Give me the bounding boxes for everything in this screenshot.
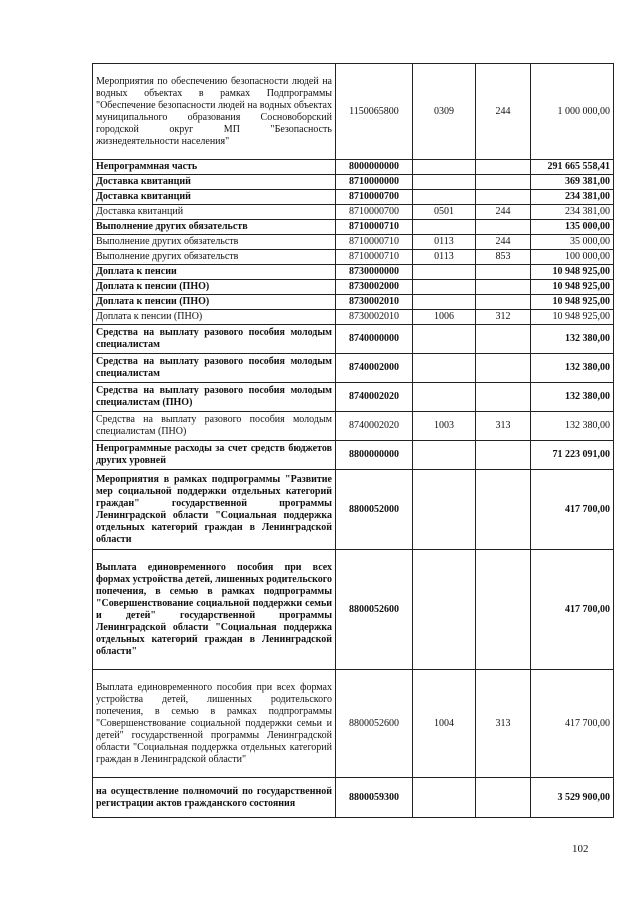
expense-type-cell	[476, 190, 531, 205]
row-name-cell: Средства на выплату разового пособия молодым специалистам	[93, 354, 336, 383]
row-name-cell: Непрограммная часть	[93, 160, 336, 175]
expense-type-cell: 244	[476, 64, 531, 160]
target-article-cell: 8800000000	[336, 441, 413, 470]
section-code-cell	[413, 354, 476, 383]
amount-cell: 417 700,00	[531, 470, 614, 550]
table-row	[93, 190, 614, 205]
expense-type-cell	[476, 441, 531, 470]
table-row	[93, 250, 614, 265]
row-name-cell: Доставка квитанций	[93, 175, 336, 190]
target-article-cell: 1150065800	[336, 64, 413, 160]
section-code-cell	[413, 190, 476, 205]
amount-cell: 234 381,00	[531, 190, 614, 205]
target-article-cell: 8730002010	[336, 310, 413, 325]
table-body	[93, 64, 614, 818]
row-name-cell: Доплата к пенсии (ПНО)	[93, 310, 336, 325]
target-article-cell: 8740000000	[336, 325, 413, 354]
amount-cell: 10 948 925,00	[531, 310, 614, 325]
expense-type-cell	[476, 280, 531, 295]
expense-type-cell	[476, 383, 531, 412]
amount-cell: 417 700,00	[531, 670, 614, 778]
target-article-cell: 8730002010	[336, 295, 413, 310]
table-row	[93, 64, 614, 160]
table-row	[93, 354, 614, 383]
expense-type-cell	[476, 295, 531, 310]
amount-cell: 234 381,00	[531, 205, 614, 220]
amount-cell: 132 380,00	[531, 412, 614, 441]
row-name-cell: на осуществление полномочий по государственной регистрации актов гражданского состояния	[93, 778, 336, 818]
expense-type-cell: 244	[476, 235, 531, 250]
table-row	[93, 295, 614, 310]
expense-type-cell: 313	[476, 670, 531, 778]
row-name-cell: Выполнение других обязательств	[93, 220, 336, 235]
section-code-cell	[413, 550, 476, 670]
amount-cell: 10 948 925,00	[531, 265, 614, 280]
amount-cell: 291 665 558,41	[531, 160, 614, 175]
row-name-cell: Средства на выплату разового пособия молодым специалистам (ПНО)	[93, 383, 336, 412]
table-row	[93, 265, 614, 280]
amount-cell: 10 948 925,00	[531, 295, 614, 310]
section-code-cell	[413, 778, 476, 818]
section-code-cell	[413, 220, 476, 235]
amount-cell: 135 000,00	[531, 220, 614, 235]
row-name-cell: Доплата к пенсии (ПНО)	[93, 280, 336, 295]
row-name-cell: Доплата к пенсии (ПНО)	[93, 295, 336, 310]
amount-cell: 417 700,00	[531, 550, 614, 670]
expense-type-cell	[476, 160, 531, 175]
target-article-cell: 8800059300	[336, 778, 413, 818]
budget-table	[92, 63, 614, 818]
section-code-cell	[413, 295, 476, 310]
section-code-cell	[413, 280, 476, 295]
table-row	[93, 383, 614, 412]
section-code-cell: 1004	[413, 670, 476, 778]
row-name-cell: Выплата единовременного пособия при всех формах устройства детей, лишенных родительского попечения, в семью в рамках подпрограммы "Совершенствование социальной поддержки семьи и детей" государственной программы Ленинградской области "Социальная поддержка отдельных категорий граждан в Ленинградской области"	[93, 550, 336, 670]
expense-type-cell	[476, 220, 531, 235]
table-row	[93, 205, 614, 220]
expense-type-cell	[476, 778, 531, 818]
table-row	[93, 160, 614, 175]
table-row	[93, 412, 614, 441]
amount-cell: 71 223 091,00	[531, 441, 614, 470]
target-article-cell: 8710000710	[336, 220, 413, 235]
target-article-cell: 8710000710	[336, 250, 413, 265]
expense-type-cell	[476, 550, 531, 670]
section-code-cell: 0501	[413, 205, 476, 220]
amount-cell: 35 000,00	[531, 235, 614, 250]
target-article-cell: 8710000000	[336, 175, 413, 190]
target-article-cell: 8710000700	[336, 190, 413, 205]
amount-cell: 1 000 000,00	[531, 64, 614, 160]
target-article-cell: 8740002000	[336, 354, 413, 383]
row-name-cell: Выполнение других обязательств	[93, 235, 336, 250]
section-code-cell: 0113	[413, 250, 476, 265]
table-row	[93, 310, 614, 325]
target-article-cell: 8710000710	[336, 235, 413, 250]
table-row	[93, 235, 614, 250]
expense-type-cell	[476, 470, 531, 550]
row-name-cell: Средства на выплату разового пособия молодым специалистам	[93, 325, 336, 354]
table-row	[93, 280, 614, 295]
amount-cell: 132 380,00	[531, 383, 614, 412]
target-article-cell: 8730000000	[336, 265, 413, 280]
amount-cell: 3 529 900,00	[531, 778, 614, 818]
section-code-cell: 1006	[413, 310, 476, 325]
target-article-cell: 8800052600	[336, 550, 413, 670]
table-row	[93, 670, 614, 778]
row-name-cell: Доставка квитанций	[93, 205, 336, 220]
table-row	[93, 325, 614, 354]
table-row	[93, 441, 614, 470]
row-name-cell: Мероприятия по обеспечению безопасности людей на водных объектах в рамках Подпрограммы "Обеспечение безопасности людей на водных объектах муниципального образования Сосновоборский городской округ МП "Безопасность жизнедеятельности населения"	[93, 64, 336, 160]
amount-cell: 132 380,00	[531, 354, 614, 383]
table-row	[93, 220, 614, 235]
row-name-cell: Непрограммные расходы за счет средств бюджетов других уровней	[93, 441, 336, 470]
expense-type-cell: 244	[476, 205, 531, 220]
expense-type-cell	[476, 325, 531, 354]
section-code-cell	[413, 160, 476, 175]
section-code-cell	[413, 441, 476, 470]
page-number: 102	[572, 843, 589, 855]
target-article-cell: 8740002020	[336, 412, 413, 441]
section-code-cell	[413, 325, 476, 354]
section-code-cell	[413, 265, 476, 280]
expense-type-cell: 313	[476, 412, 531, 441]
target-article-cell: 8740002020	[336, 383, 413, 412]
section-code-cell	[413, 383, 476, 412]
row-name-cell: Доплата к пенсии	[93, 265, 336, 280]
table-row	[93, 550, 614, 670]
amount-cell: 132 380,00	[531, 325, 614, 354]
section-code-cell	[413, 175, 476, 190]
row-name-cell: Выплата единовременного пособия при всех формах устройства детей, лишенных родительского попечения, в семью в рамках подпрограммы "Совершенствование социальной поддержки семьи и детей" государственной программы Ленинградской области "Социальная поддержка отдельных категорий граждан в Ленинградской области"	[93, 670, 336, 778]
table-row	[93, 175, 614, 190]
expense-type-cell	[476, 354, 531, 383]
target-article-cell: 8730002000	[336, 280, 413, 295]
amount-cell: 100 000,00	[531, 250, 614, 265]
target-article-cell: 8800052600	[336, 670, 413, 778]
table-row	[93, 778, 614, 818]
section-code-cell: 1003	[413, 412, 476, 441]
amount-cell: 369 381,00	[531, 175, 614, 190]
row-name-cell: Средства на выплату разового пособия молодым специалистам (ПНО)	[93, 412, 336, 441]
table-row	[93, 470, 614, 550]
row-name-cell: Выполнение других обязательств	[93, 250, 336, 265]
section-code-cell: 0113	[413, 235, 476, 250]
expense-type-cell	[476, 175, 531, 190]
row-name-cell: Доставка квитанций	[93, 190, 336, 205]
target-article-cell: 8710000700	[336, 205, 413, 220]
section-code-cell: 0309	[413, 64, 476, 160]
expense-type-cell: 853	[476, 250, 531, 265]
row-name-cell: Мероприятия в рамках подпрограммы "Развитие мер социальной поддержки отдельных категорий граждан" государственной программы Ленинградской области "Социальная поддержка отдельных категорий граждан в Ленинградской области	[93, 470, 336, 550]
target-article-cell: 8000000000	[336, 160, 413, 175]
expense-type-cell	[476, 265, 531, 280]
section-code-cell	[413, 470, 476, 550]
expense-type-cell: 312	[476, 310, 531, 325]
target-article-cell: 8800052000	[336, 470, 413, 550]
amount-cell: 10 948 925,00	[531, 280, 614, 295]
